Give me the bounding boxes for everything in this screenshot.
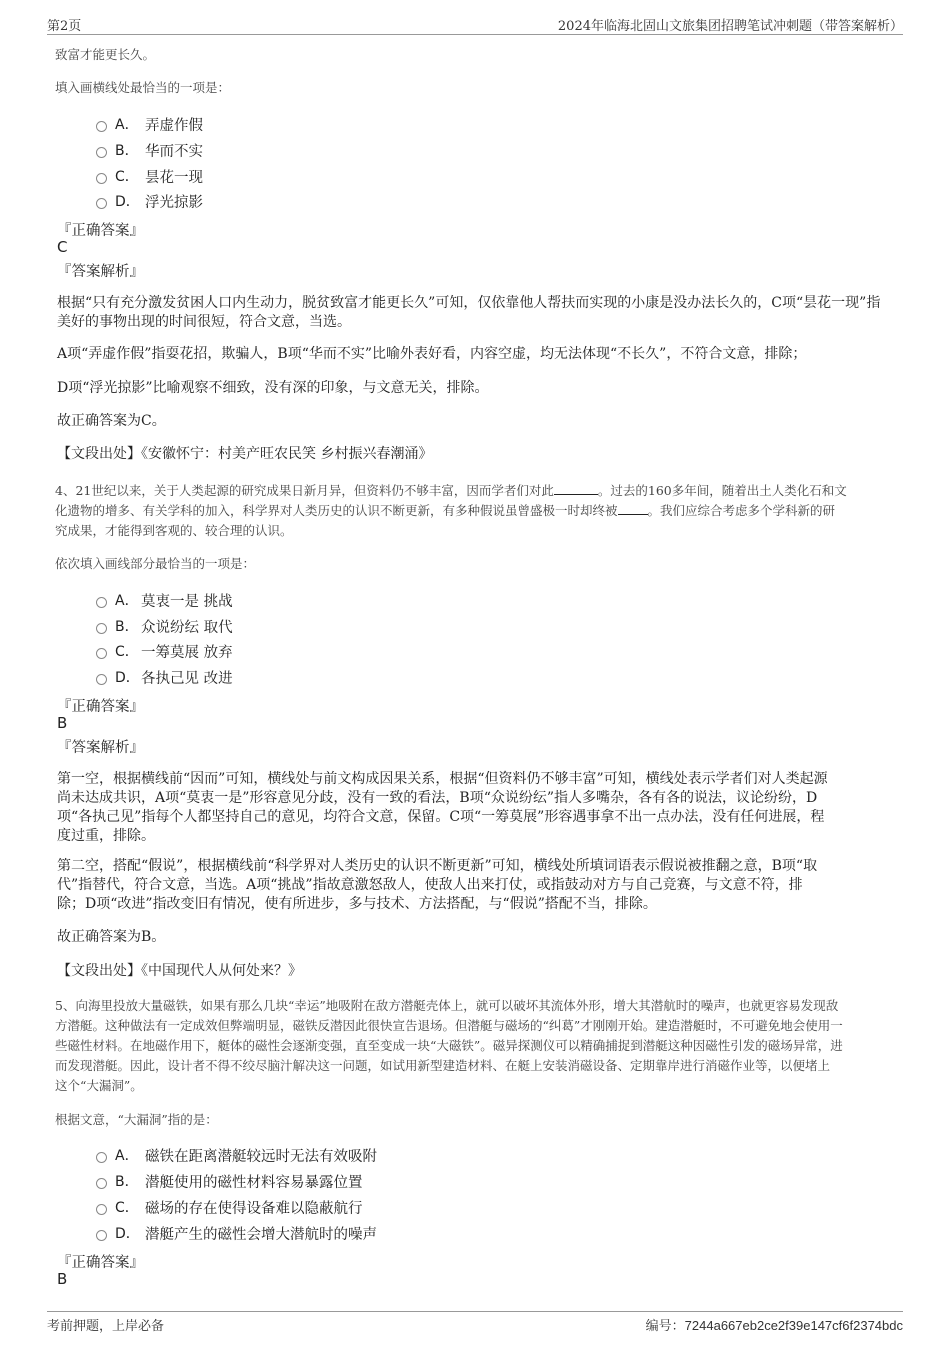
document-title: 2024年临海北固山文旅集团招聘笔试冲刺题（带答案解析） <box>557 19 903 34</box>
q3-analysis-label: 『答案解析』 <box>57 264 144 280</box>
page-number: 第2页 <box>47 19 82 34</box>
q5-option-b[interactable]: B． 潜艇使用的磁性材料容易暴露位置 <box>96 1170 363 1192</box>
page-header <box>47 14 903 35</box>
radio-button-icon[interactable] <box>96 674 107 685</box>
q5-stem: 5、向海里投放大量磁铁，如果有那么几块“幸运”地吸附在敌方潜艇壳体上，就可以破坏其流体外形，增大其潜航时的噪声，也就更容易发现敌 方潜艇。这种做法有一定成效但弊端明显，磁铁反潜因此很快宣告退场。但潜艇与磁场的“纠葛”才刚刚开始。建造潜艇时，不可避免地会使用一 些磁性材料。在地磁作用下，艇体的磁性会逐渐变强，直至变成一块“大磁铁”。磁异探测仪可以精确捕捉到潜艇这种因磁性引发的磁场异常，进 而发现潜艇。因此，设计者不得不绞尽脑汁解决这一问题，如试用新型建造材料、在艇上安装消磁设备、定期靠岸进行消磁作业等，以便堵上 这个“大漏洞”。 <box>55 998 843 1093</box>
radio-button-icon[interactable] <box>96 1230 107 1241</box>
q5-answer-label: 『正确答案』 <box>57 1255 144 1271</box>
q5-option-c[interactable]: C． 磁场的存在使得设备难以隐蔽航行 <box>96 1196 363 1218</box>
q3-option-c[interactable]: C． 昙花一现 <box>96 165 203 187</box>
q4-option-b[interactable]: B． 众说纷纭 取代 <box>96 615 233 637</box>
q4-conclusion: 故正确答案为B。 <box>57 929 166 945</box>
q3-analysis-1: 根据“只有充分激发贫困人口内生动力，脱贫致富才能更长久”可知，仅依靠他人帮扶而实现的小康是没办法长久的，C项“昙花一现”指美好的事物出现的时间很短，符合文意，当选。 <box>57 295 881 330</box>
radio-button-icon[interactable] <box>96 1178 107 1189</box>
q3-analysis-4: 故正确答案为C。 <box>57 413 166 429</box>
q4-answer: B <box>57 714 68 732</box>
radio-button-icon[interactable] <box>96 623 107 634</box>
page-footer <box>47 1311 903 1334</box>
radio-button-icon[interactable] <box>96 198 107 209</box>
q3-option-d[interactable]: D． 浮光掠影 <box>96 190 203 212</box>
q4-prompt: 依次填入画线部分最恰当的一项是： <box>55 556 256 571</box>
q3-answer: C <box>57 238 68 256</box>
q3-prompt: 填入画横线处最恰当的一项是： <box>55 80 231 95</box>
q3-analysis-3: D项“浮光掠影”比喻观察不细致，没有深的印象，与文意无关，排除。 <box>57 380 489 396</box>
q3-text-end: 致富才能更长久。 <box>55 47 156 62</box>
q5-answer: B <box>57 1270 68 1288</box>
q3-option-b[interactable]: B． 华而不实 <box>96 139 203 161</box>
q4-option-a[interactable]: A． 莫衷一是 挑战 <box>96 589 233 611</box>
q4-option-d[interactable]: D． 各执己见 改进 <box>96 666 233 688</box>
document-code: 编号：7244a667eb2ce2f39e147cf6f2374bdc <box>645 1318 903 1334</box>
q4-analysis-1: 第一空，根据横线前“因而”可知，横线处与前文构成因果关系，根据“但资料仍不够丰富”可知，横线处表示学者们对人类起源 尚未达成共识，A项“莫衷一是”形容意见分歧，没有一致的看法，B项“众说纷纭”指人多嘴杂，各有各的说法，议论纷纷，D 项“各执己见”指每个人都坚持自己的意见，均符合文意，保留。C项“一筹莫展”形容遇事拿不出一点办法，没有任何进展，程 度过重，排除。 <box>57 771 828 844</box>
radio-button-icon[interactable] <box>96 1204 107 1215</box>
q4-answer-label: 『正确答案』 <box>57 699 144 715</box>
q3-source: 【文段出处】《安徽怀宁：村美产旺农民笑 乡村振兴春潮涌》 <box>57 446 433 462</box>
q3-answer-label: 『正确答案』 <box>57 223 144 239</box>
radio-button-icon[interactable] <box>96 147 107 158</box>
q4-analysis-2: 第二空，搭配“假说”，根据横线前“科学界对人类历史的认识不断更新”可知，横线处所填词语表示假说被推翻之意，B项“取 代”指替代，符合文意，当选。A项“挑战”指故意激怒敌人，使敌人出来打仗，或指鼓动对方与自己竞赛，与文意不符，排 除；D项“改进”指改变旧有情况，使有所进步，多与技术、方法搭配，与“假说”搭配不当，排除。 <box>57 858 818 912</box>
radio-button-icon[interactable] <box>96 648 107 659</box>
q5-option-d[interactable]: D． 潜艇产生的磁性会增大潜航时的噪声 <box>96 1222 377 1244</box>
blank-line-2 <box>618 502 648 515</box>
q4-source: 【文段出处】《中国现代人从何处来？》 <box>57 963 302 979</box>
q4-analysis-label: 『答案解析』 <box>57 740 144 756</box>
q3-analysis-2: A项“弄虚作假”指耍花招，欺骗人，B项“华而不实”比喻外表好看，内容空虚，均无法体现“不长久”，不符合文意，排除； <box>57 346 807 362</box>
radio-button-icon[interactable] <box>96 121 107 132</box>
q5-option-a[interactable]: A． 磁铁在距离潜艇较远时无法有效吸附 <box>96 1144 377 1166</box>
q3-option-a[interactable]: A． 弄虚作假 <box>96 113 203 135</box>
blank-line-1 <box>554 482 598 495</box>
q4-option-c[interactable]: C． 一筹莫展 放弃 <box>96 640 233 662</box>
radio-button-icon[interactable] <box>96 597 107 608</box>
q5-prompt: 根据文意，“大漏洞”指的是： <box>55 1112 218 1127</box>
q4-stem: 4、21世纪以来，关于人类起源的研究成果日新月异，但资料仍不够丰富，因而学者们对此 。过去的160多年间，随着出土人类化石和文 化遗物的增多、有关学科的加入，科学界对人类历史的认识不断更新，有多种假说虽曾盛极一时却终被 。我们应综合考虑多个学科新的研 究成果，才能得到客观的、较合理的认识。 <box>55 483 847 538</box>
radio-button-icon[interactable] <box>96 1152 107 1163</box>
footer-slogan: 考前押题，上岸必备 <box>47 1319 165 1334</box>
radio-button-icon[interactable] <box>96 173 107 184</box>
